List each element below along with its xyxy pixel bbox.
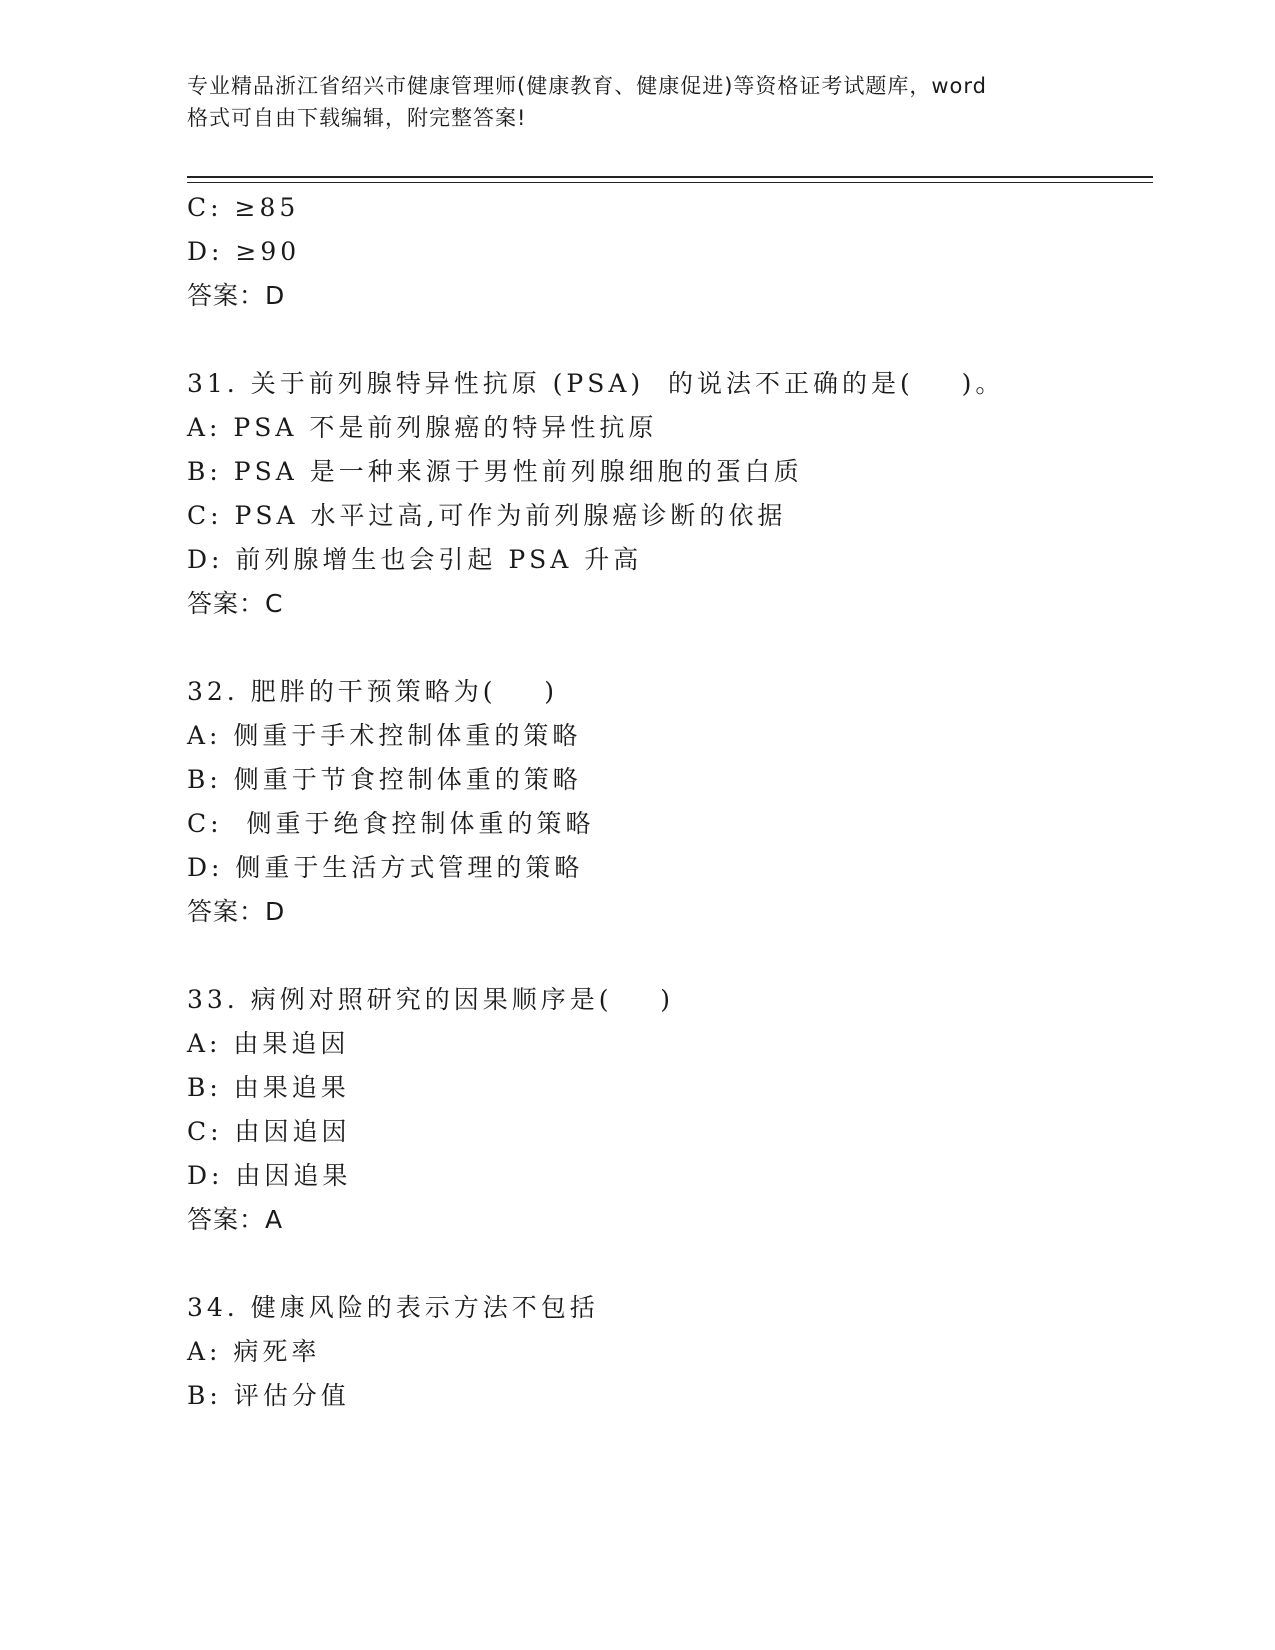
- prev-option-c: C: ≥85: [187, 193, 300, 222]
- q33-option-b: B: 由果追果: [187, 1073, 350, 1102]
- q33-option-c: C: 由因追因: [187, 1117, 351, 1146]
- q34-stem: 34. 健康风险的表示方法不包括: [187, 1293, 599, 1322]
- prev-option-d: D: ≥90: [187, 237, 301, 266]
- q33-option-d: D: 由因追果: [187, 1161, 352, 1190]
- q33-answer: 答案：A: [187, 1205, 284, 1234]
- page-header: [187, 70, 1087, 134]
- q34-option-b: B: 评估分值: [187, 1381, 350, 1410]
- q33-stem: 33. 病例对照研究的因果顺序是( ): [187, 985, 675, 1014]
- q31-option-b: B: PSA 是一种来源于男性前列腺细胞的蛋白质: [187, 457, 803, 486]
- prev-answer: 答案：D: [187, 281, 286, 310]
- q31-option-a: A: PSA 不是前列腺癌的特异性抗原: [187, 413, 658, 442]
- q32-option-d: D: 侧重于生活方式管理的策略: [187, 853, 584, 882]
- q32-option-a: A: 侧重于手术控制体重的策略: [187, 721, 582, 750]
- q32-stem: 32. 肥胖的干预策略为( ): [187, 677, 558, 706]
- q33-option-a: A: 由果追因: [187, 1029, 350, 1058]
- q31-stem: 31. 关于前列腺特异性抗原 (PSA) 的说法不正确的是( )。: [187, 369, 1005, 398]
- q34-option-a: A: 病死率: [187, 1337, 321, 1366]
- q32-option-b: B: 侧重于节食控制体重的策略: [187, 765, 582, 794]
- q32-answer: 答案：D: [187, 897, 286, 926]
- header-divider-thin: [187, 182, 1153, 183]
- header-line-1: 专业精品浙江省绍兴市健康管理师(健康教育、健康促进)等资格证考试题库，word: [187, 74, 988, 98]
- q31-option-d: D: 前列腺增生也会引起 PSA 升高: [187, 545, 643, 574]
- q32-option-c: C: 侧重于绝食控制体重的策略: [187, 809, 595, 838]
- header-line-2: 格式可自由下载编辑，附完整答案!: [187, 106, 527, 130]
- q31-option-c: C: PSA 水平过高,可作为前列腺癌诊断的依据: [187, 501, 787, 530]
- q31-answer: 答案：C: [187, 589, 284, 618]
- header-divider-thick: [187, 176, 1153, 178]
